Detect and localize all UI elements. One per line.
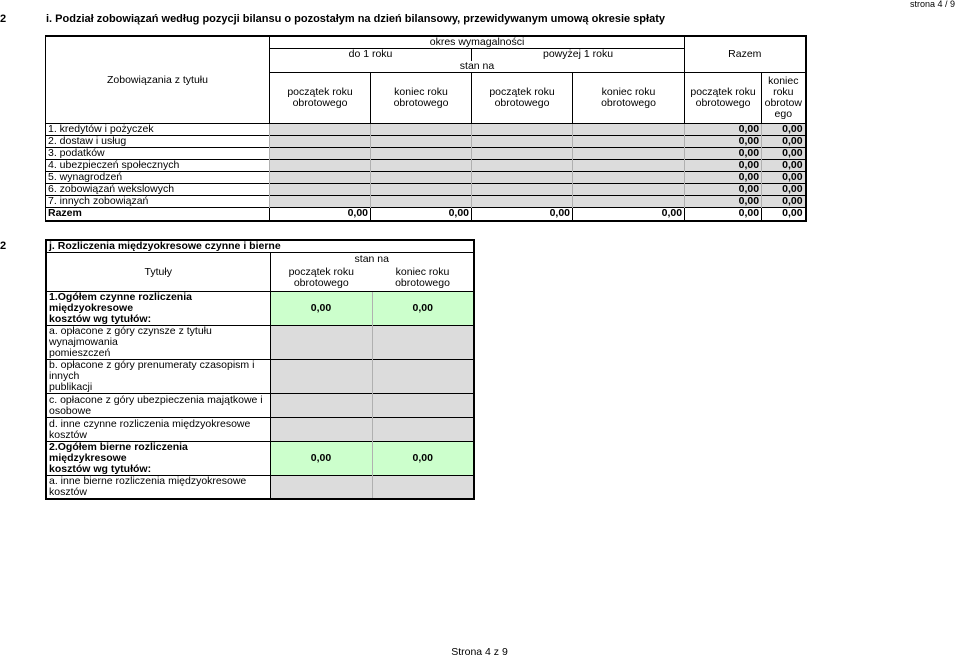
total-end-cell: 0,00 [762,148,806,160]
start-cell [270,360,372,394]
header-titles: Tytuły [46,253,270,292]
maturity-table [45,35,807,222]
header-up-to-1y: do 1 roku [270,49,472,61]
section-i-title: i. Podział zobowiązań według pozycji bilansu o pozostałym na dzień bilansowy, przewidywanym umową okresie spłaty [46,13,665,25]
table-row [46,476,474,500]
table-row [46,184,806,196]
total-row [46,208,806,221]
total-end-cell: 0,00 [762,172,806,184]
row-label: c. opłacone z góry ubezpieczenia majątkowe i osobowe [46,394,270,418]
table-row [46,418,474,442]
total-value: 0,00 [472,208,573,221]
table-row [46,124,806,136]
table-row [46,442,474,476]
section-j-number: 2 [0,240,7,252]
total-start-cell: 0,00 [685,184,762,196]
header-maturity: okres wymagalności [270,36,685,49]
header-obligations: Zobowiązania z tytułu [46,36,270,124]
start-cell: 0,00 [270,442,372,476]
header-start-1: początek roku obrotowego [270,73,371,124]
start-cell [270,418,372,442]
row-label: a. opłacone z góry czynsze z tytułu wynajmowania pomieszczeń [46,326,270,360]
table-row [46,196,806,208]
total-value: 0,00 [270,208,371,221]
row-label: 2. dostaw i usług [46,136,270,148]
total-end-cell: 0,00 [762,184,806,196]
header-start-2: początek roku obrotowego [472,73,573,124]
row-label: 7. innych zobowiązań [46,196,270,208]
row-label: 5. wynagrodzeń [46,172,270,184]
row-label: a. inne bierne rozliczenia międzyokresowe kosztów [46,476,270,500]
row-label: 6. zobowiązań wekslowych [46,184,270,196]
total-value: 0,00 [685,208,762,221]
row-label: 3. podatków [46,148,270,160]
end-cell [372,418,474,442]
end-cell [372,326,474,360]
total-start-cell: 0,00 [685,148,762,160]
total-end-cell: 0,00 [762,196,806,208]
total-start-cell: 0,00 [685,136,762,148]
total-end-cell: 0,00 [762,160,806,172]
end-cell: 0,00 [372,292,474,326]
header-as-at: stan na [270,61,685,73]
section-j-title: j. Rozliczenia międzyokresowe czynne i bierne [46,240,474,253]
header-start: początek roku obrotowego [288,266,354,290]
row-label: 2.Ogółem bierne rozliczenia międzykresowe kosztów wg tytułów: [46,442,270,476]
total-value: 0,00 [573,208,685,221]
header-end: koniec roku obrotowego [372,266,474,292]
start-cell [270,394,372,418]
total-start-cell: 0,00 [685,124,762,136]
total-start-cell: 0,00 [685,172,762,184]
total-start-cell: 0,00 [685,160,762,172]
total-value: 0,00 [371,208,472,221]
header-end-2: koniec roku obrotowego [573,73,685,124]
table-row [46,172,806,184]
start-cell: 0,00 [270,292,372,326]
total-end-cell: 0,00 [762,136,806,148]
start-cell [270,476,372,500]
table-row [46,394,474,418]
end-cell [372,360,474,394]
table-row [46,292,474,326]
table-row [46,360,474,394]
table-row [46,148,806,160]
header-end-total: koniec roku obrotow ego [762,73,806,124]
page-marker: strona 4 / 9 [909,0,955,9]
end-cell: 0,00 [372,442,474,476]
header-start-total: początek roku obrotowego [685,73,762,124]
header-over-1y: powyżej 1 roku [472,49,685,61]
row-label: d. inne czynne rozliczenia międzyokresowe kosztów [46,418,270,442]
end-cell [372,394,474,418]
header-end-1: koniec roku obrotowego [371,73,472,124]
header-as-at: stan na [270,253,474,266]
table-row [46,160,806,172]
row-label: 1.Ogółem czynne rozliczenia międzyokresowe kosztów wg tytułów: [46,292,270,326]
total-start-cell: 0,00 [685,196,762,208]
header-total: Razem [685,36,806,73]
accruals-table [45,239,475,500]
end-cell [372,476,474,500]
page-footer: Strona 4 z 9 [451,646,508,658]
total-value: 0,00 [762,208,806,221]
start-cell [270,326,372,360]
table-row [46,326,474,360]
total-end-cell: 0,00 [762,124,806,136]
table-row [46,136,806,148]
row-label: 4. ubezpieczeń społecznych [46,160,270,172]
section-i-number: 2 [0,13,7,25]
row-label: b. opłacone z góry prenumeraty czasopism i innych publikacji [46,360,270,394]
row-label: 1. kredytów i pożyczek [46,124,270,136]
total-label: Razem [46,208,270,221]
